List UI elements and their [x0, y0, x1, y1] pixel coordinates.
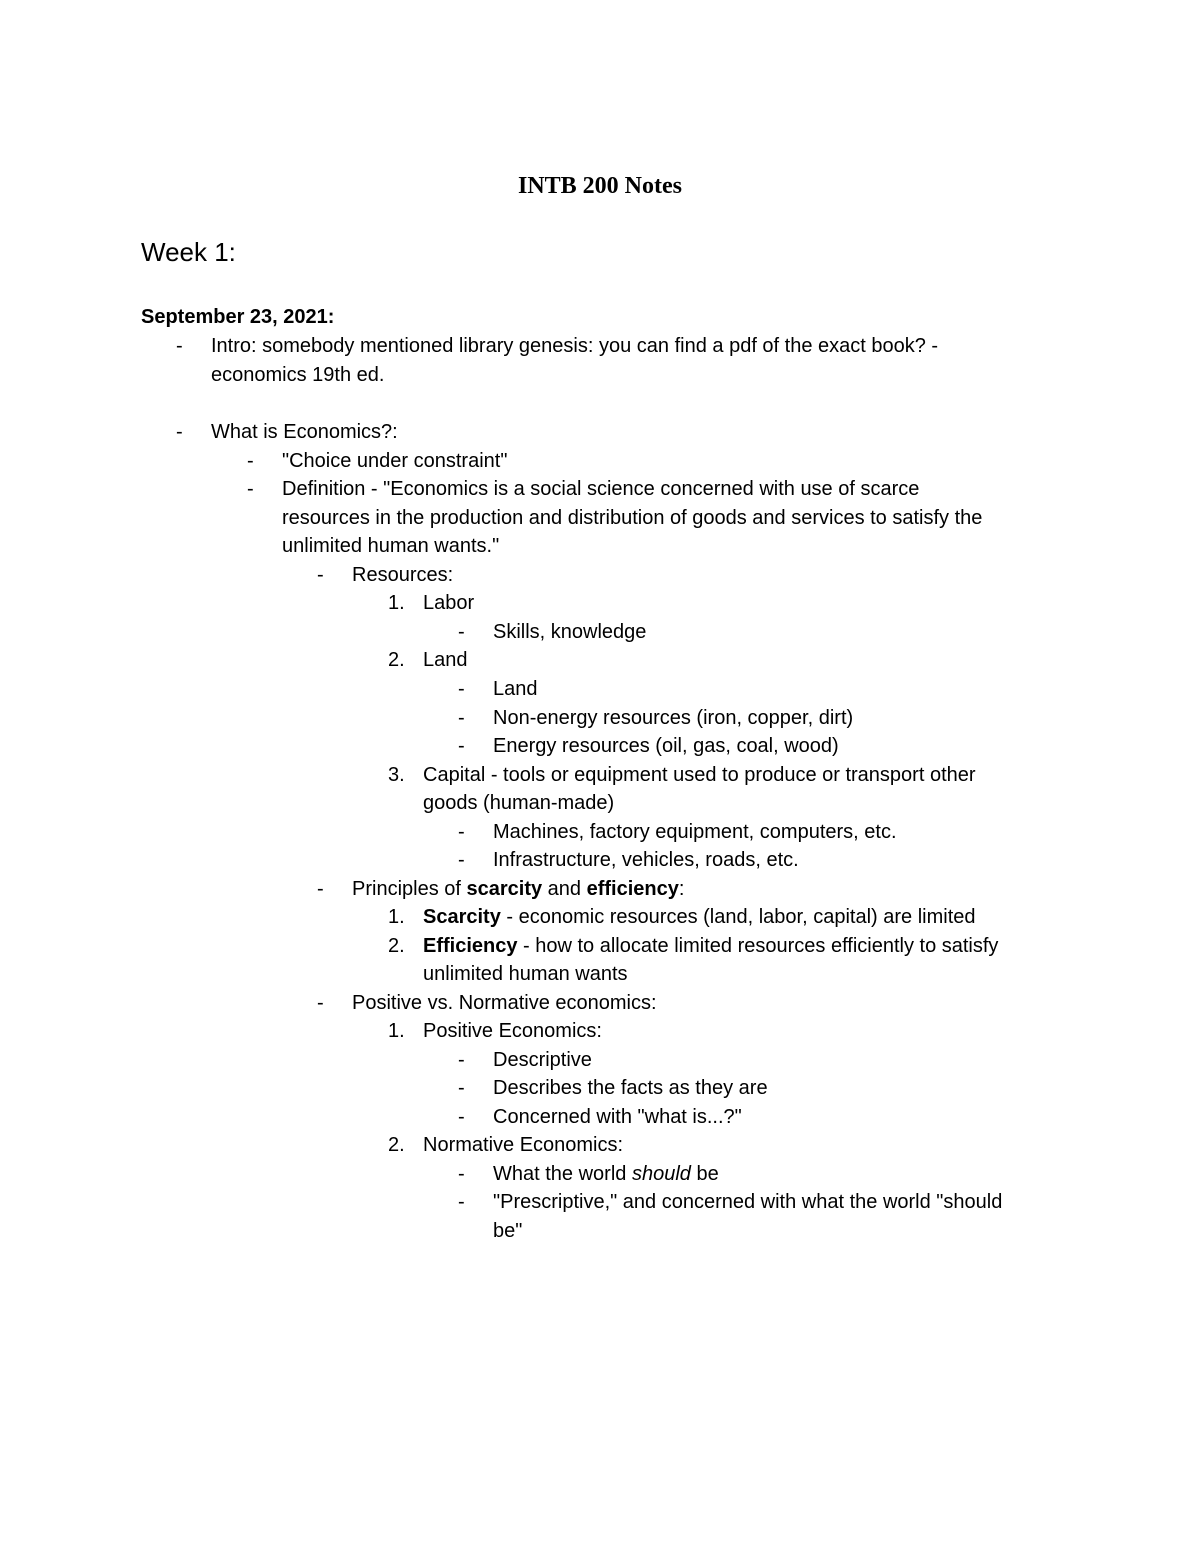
- bullet-dash: -: [458, 849, 465, 871]
- scarcity-term: scarcity: [466, 878, 543, 900]
- definition-text-cont: unlimited human wants.": [282, 535, 500, 557]
- scarcity-text: - economic resources (land, labor, capital) are limited: [500, 906, 976, 928]
- normative-detail: "Prescriptive," and concerned with what the world "should: [493, 1191, 1003, 1213]
- positive-detail: Descriptive: [493, 1049, 592, 1071]
- bullet-dash: -: [176, 335, 183, 357]
- bullet-dash: -: [458, 707, 465, 729]
- land-detail: Non-energy resources (iron, copper, dirt): [493, 707, 854, 729]
- normative-detail-pre: What the world: [493, 1163, 632, 1185]
- bullet-dash: -: [176, 421, 183, 443]
- resource-capital-cont: goods (human-made): [423, 792, 615, 814]
- list-number: 2.: [388, 1134, 405, 1156]
- principles-and: and: [542, 878, 587, 900]
- principles-suffix: :: [678, 878, 685, 900]
- choice-quote: "Choice under constraint": [282, 450, 508, 472]
- should-emphasis: should: [631, 1163, 691, 1185]
- resources-heading: Resources:: [352, 564, 454, 586]
- principles-prefix: Principles of: [352, 878, 467, 900]
- bullet-dash: -: [247, 450, 254, 472]
- list-number: 3.: [388, 764, 405, 786]
- bullet-dash: -: [458, 1191, 465, 1213]
- positive-economics: Positive Economics:: [423, 1020, 602, 1042]
- capital-detail: Machines, factory equipment, computers, etc.: [493, 821, 897, 843]
- intro-text-cont: economics 19th ed.: [211, 364, 385, 386]
- bullet-dash: -: [458, 821, 465, 843]
- bullet-dash: -: [458, 1106, 465, 1128]
- date-heading: September 23, 2021:: [141, 306, 335, 328]
- land-detail: Energy resources (oil, gas, coal, wood): [493, 735, 839, 757]
- list-number: 2.: [388, 649, 405, 671]
- land-detail: Land: [493, 678, 538, 700]
- positive-detail: Concerned with "what is...?": [493, 1106, 742, 1128]
- week-heading: Week 1:: [141, 237, 236, 267]
- bullet-dash: -: [458, 1049, 465, 1071]
- bullet-dash: -: [458, 1163, 465, 1185]
- efficiency-item: [423, 932, 998, 961]
- list-number: 1.: [388, 1020, 405, 1042]
- intro-text: Intro: somebody mentioned library genesis: you can find a pdf of the exact book? -: [211, 335, 939, 357]
- capital-detail: Infrastructure, vehicles, roads, etc.: [493, 849, 799, 871]
- positive-normative-heading: Positive vs. Normative economics:: [352, 992, 657, 1014]
- normative-detail: [493, 1160, 719, 1189]
- principles-heading: [352, 875, 684, 904]
- what-is-economics: What is Economics?:: [211, 421, 398, 443]
- bullet-dash: -: [247, 478, 254, 500]
- bullet-dash: -: [458, 621, 465, 643]
- normative-detail-cont: be": [493, 1220, 523, 1242]
- efficiency-term: efficiency: [586, 878, 679, 900]
- efficiency-text: - how to allocate limited resources efficiently to satisfy: [517, 935, 999, 957]
- labor-detail: Skills, knowledge: [493, 621, 647, 643]
- bullet-dash: -: [458, 678, 465, 700]
- definition-text: Definition - "Economics is a social science concerned with use of scarce: [282, 478, 920, 500]
- resource-capital: Capital - tools or equipment used to produce or transport other: [423, 764, 976, 786]
- resource-labor: Labor: [423, 592, 475, 614]
- bullet-dash: -: [317, 564, 324, 586]
- normative-detail-post: be: [690, 1163, 719, 1185]
- efficiency-label: Efficiency: [423, 935, 518, 957]
- bullet-dash: -: [317, 992, 324, 1014]
- bullet-dash: -: [458, 1077, 465, 1099]
- bullet-dash: -: [458, 735, 465, 757]
- resource-land: Land: [423, 649, 468, 671]
- efficiency-item-cont: unlimited human wants: [423, 963, 628, 985]
- list-number: 1.: [388, 592, 405, 614]
- document-title: INTB 200 Notes: [517, 173, 682, 199]
- scarcity-item: [423, 903, 976, 932]
- normative-economics: Normative Economics:: [423, 1134, 624, 1156]
- list-number: 1.: [388, 906, 405, 928]
- scarcity-label: Scarcity: [423, 906, 501, 928]
- list-number: 2.: [388, 935, 405, 957]
- definition-text-cont: resources in the production and distribution of goods and services to satisfy the: [282, 507, 983, 529]
- positive-detail: Describes the facts as they are: [493, 1077, 768, 1099]
- bullet-dash: -: [317, 878, 324, 900]
